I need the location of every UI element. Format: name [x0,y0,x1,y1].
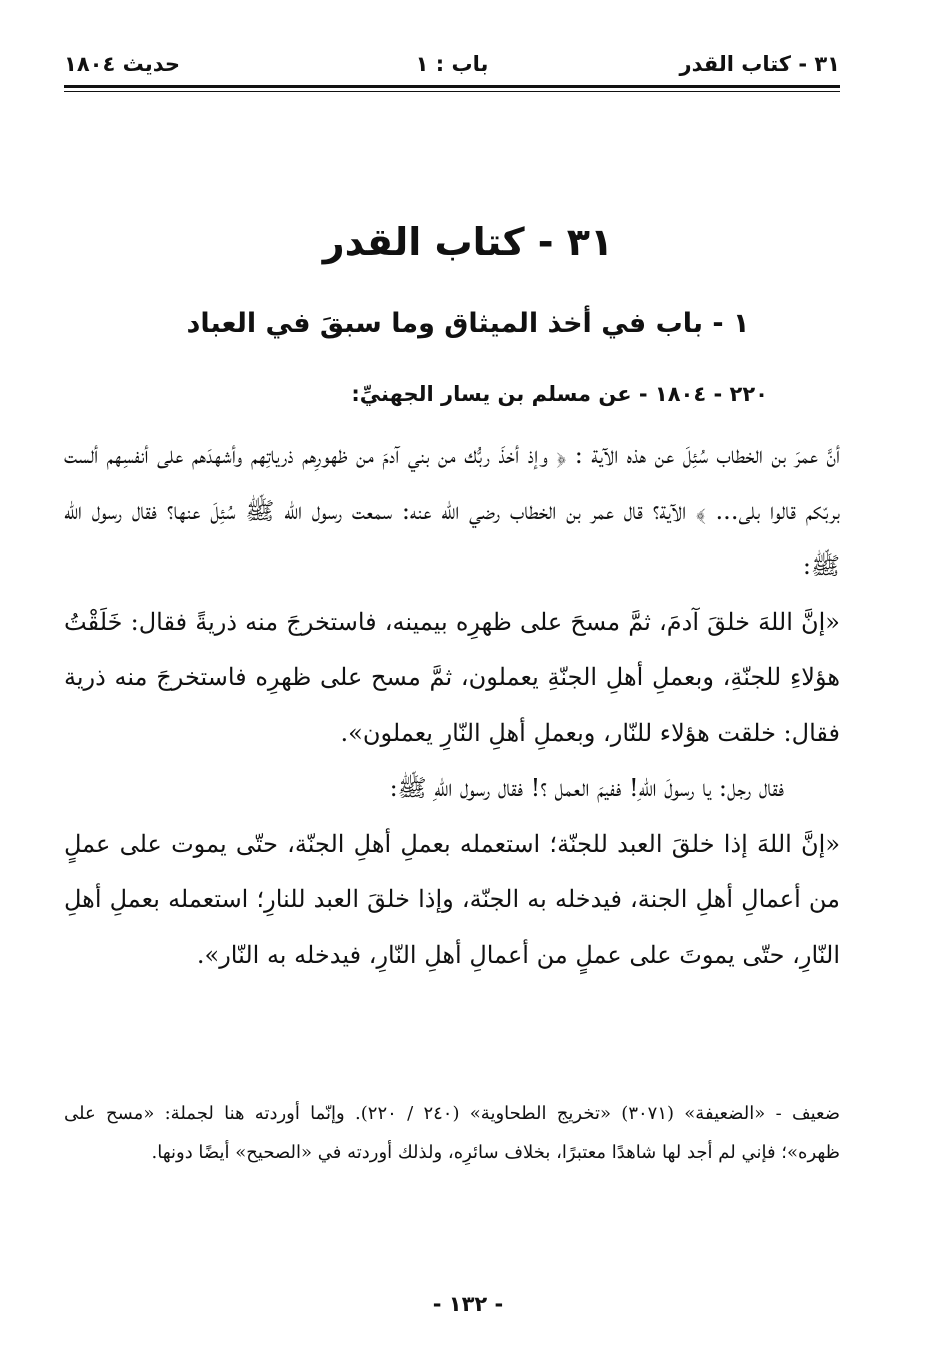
paragraph: أنَّ عمرَ بن الخطاب سُئِلَ عن هذه الآية : ﴿ وإذ أخذَ ربُّك من بني آدمَ من ظهورِهم ذرياتِهم وأشهدَهم على أنفسِهم ألست بربّكم قالوا بلى... ﴾ الآية؟ قال عمر بن الخطاب رضي الله عنه: سمعت رسول الله ﷺ سُئِلَ عنها؟ فقال رسول الله ﷺ: [64,441,841,580]
paragraph: فقال رجل: يا رسولَ اللهِ! ففيمَ العمل ؟! فقال رسول اللهِ ﷺ: [389,774,784,802]
header-hadith-number: حديث ١٨٠٤ [64,52,180,76]
running-header [64,52,840,86]
header-rule-thin [64,91,840,92]
chapter-title: ١ - باب في أخذ الميثاق وما سبقَ في العباد [186,308,750,339]
paragraph: «إنَّ اللهَ إذا خلقَ العبد للجنّة؛ استعمله بعملِ أهلِ الجنّة، حتّى يموت على عملٍ من أعمالِ أهلِ الجنة، فيدخله به الجنّة، وإذا خلقَ العبد للنارِ؛ استعمله بعملِ أهلِ النّارِ، حتّى يموتَ على عملٍ من أعمالِ أهلِ النّارِ، فيدخله به النّار». [64,829,840,969]
hadith-text [64,428,840,983]
header-rule-thick [64,85,840,88]
grading-note: ضعيف - «الضعيفة» (٣٠٧١) «تخريج الطحاوية» (٢٤٠ / ٢٢٠). وإنّما أوردته هنا لجملة: «مسح على ظهره»؛ فإني لم أجد لها شاهدًا معتبرًا، بخلاف سائرِه، ولذلك أوردته في «الصحيح» أيضًا دونها. [64,1103,840,1163]
header-book-title: ٣١ - كتاب القدر [679,52,840,76]
hadith-heading: ٢٢٠ - ١٨٠٤ - عن مسلم بن يسار الجهنيِّ: [351,382,768,406]
paragraph: «إنَّ اللهَ خلقَ آدمَ، ثمَّ مسحَ على ظهرِه بيمينه، فاستخرجَ منه ذريةً فقال: خَلَقْتُ هؤلاءِ للجنّةِ، وبعملِ أهلِ الجنّةِ يعملون، ثمَّ مسح على ظهرِه فاستخرجَ منه ذرية فقال: خلقت هؤلاء للنّار، وبعملِ أهلِ النّارِ يعملون». [64,607,840,747]
header-chapter: باب : ١ [415,52,489,76]
page-number: - ١٣٢ - [432,1292,504,1316]
book-title: ٣١ - كتاب القدر [322,220,614,264]
